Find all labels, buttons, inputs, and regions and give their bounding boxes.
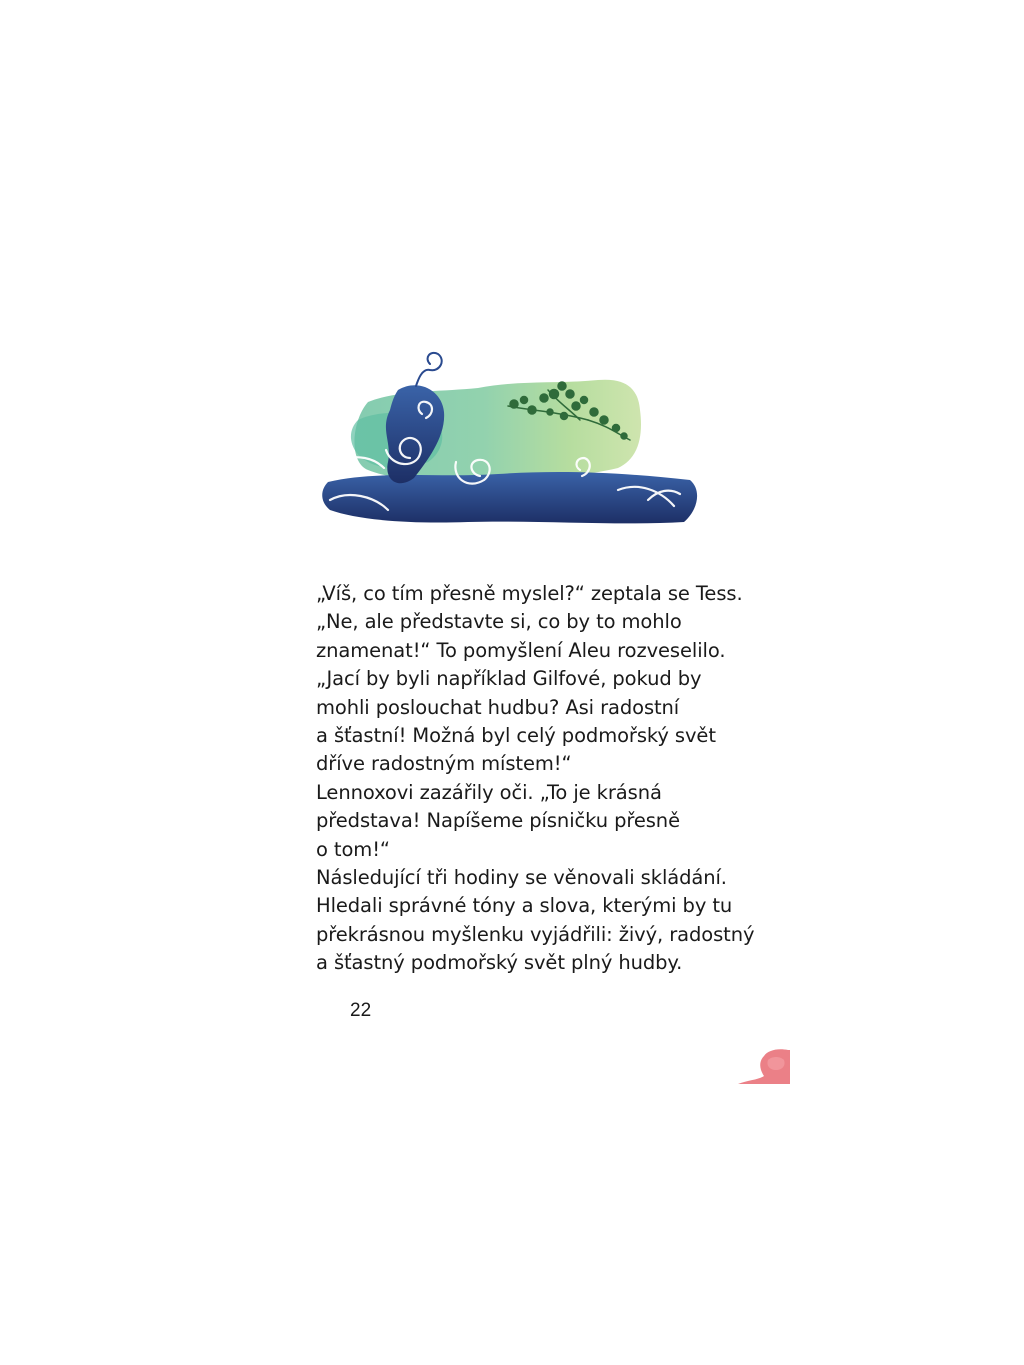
text-line: mohli poslouchat hudbu? Asi radostní (316, 695, 680, 719)
story-text (316, 580, 755, 978)
text-line: Následující tři hodiny se věnovali skládání. (316, 866, 727, 890)
text-line: „Víš, co tím přesně myslel?“ zeptala se Tess. (316, 582, 743, 605)
text-line: „Jací by byli například Gilfové, pokud by (316, 667, 702, 691)
text-line: představa! Napíšeme písničku přesně (316, 809, 680, 833)
text-line: překrásnou myšlenku vyjádřili: živý, radostný (316, 922, 755, 946)
text-line: znamenat!“ To pomyšlení Aleu rozveselilo. (316, 638, 726, 662)
text-line: „Ne, ale představte si, co by to mohlo (316, 610, 682, 634)
text-line: Lennoxovi zazářily oči. „To je krásná (316, 780, 662, 804)
pink-splash-icon (734, 1046, 790, 1084)
text-line: a šťastní! Možná byl celý podmořský svět (316, 724, 716, 748)
text-line: Hledali správné tóny a slova, kterými by tu (316, 894, 733, 918)
watercolor-wave-illustration-icon (318, 350, 702, 530)
text-line: o tom!“ (316, 837, 390, 861)
text-line: dříve radostným místem!“ (316, 752, 572, 776)
text-line: a šťastný podmořský svět plný hudby. (316, 951, 683, 975)
page-number: 22 (350, 1000, 372, 1021)
